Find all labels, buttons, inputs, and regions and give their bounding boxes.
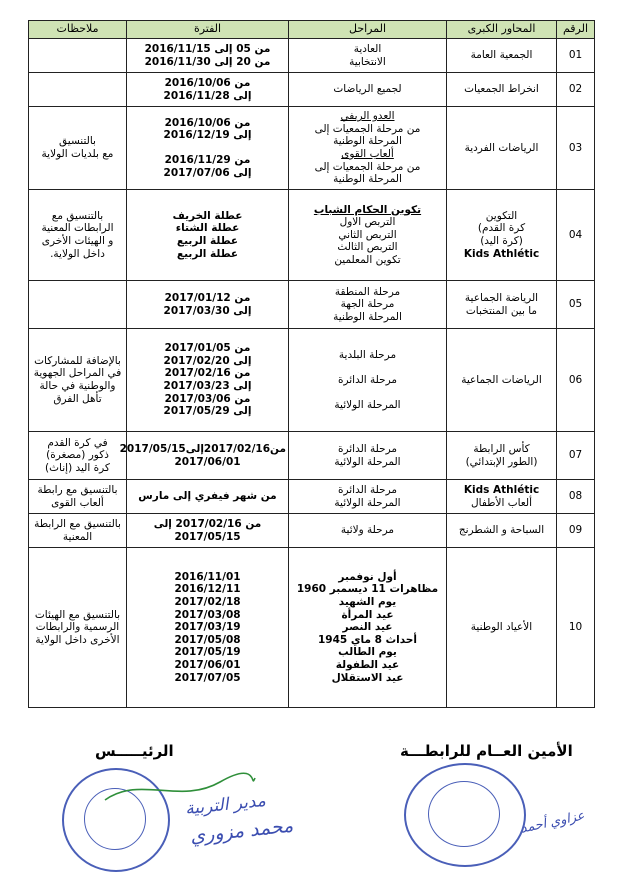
row-periods-line: إلى 2016/11/28 xyxy=(163,89,252,102)
row-notes-line: ألعاب القوى xyxy=(51,496,104,509)
row-number: 04 xyxy=(557,190,595,281)
row-periods-line: من 05 إلى 2016/11/15 xyxy=(144,42,271,55)
director-label: مدير التربية xyxy=(184,790,267,820)
row-stages-line: المرحلة الولائية xyxy=(334,455,401,468)
row-axis xyxy=(447,548,557,708)
row-number: 07 xyxy=(557,432,595,480)
header-stages: المراحل xyxy=(289,21,447,39)
row-notes-line: ذكور (مصغرة) xyxy=(46,449,109,462)
row-stages xyxy=(289,548,447,708)
row-periods-line: 2017/06/01 xyxy=(174,658,241,671)
row-periods-line: إلى 2017/02/20 xyxy=(163,354,252,367)
row-stages-line: ألعاب القوى xyxy=(341,148,394,160)
row-stages-line: تكوين الحكام الشباب xyxy=(313,203,422,216)
row-notes-line: تأهل الفرق xyxy=(53,392,102,405)
row-notes-line: و الهيئات الأخرى xyxy=(41,235,114,247)
row-notes-line: كرة اليد (إناث) xyxy=(45,461,110,474)
row-stages-line: من مرحلة الجمعيات إلى xyxy=(314,122,421,135)
row-stages-line xyxy=(291,386,444,399)
header-period: الفترة xyxy=(127,21,289,39)
row-periods xyxy=(127,73,289,107)
row-stages xyxy=(289,39,447,73)
row-number: 10 xyxy=(557,548,595,708)
president-signature: محمد مزوري xyxy=(189,814,295,848)
row-stages-line: العادية xyxy=(353,42,382,55)
table-row xyxy=(29,548,595,708)
row-notes-line: المعنية xyxy=(62,530,93,543)
row-stages xyxy=(289,432,447,480)
row-number: 05 xyxy=(557,281,595,329)
row-stages xyxy=(289,190,447,281)
table-row xyxy=(29,432,595,480)
row-stages xyxy=(289,329,447,432)
row-notes-line: مع بلديات الولاية xyxy=(41,148,114,160)
row-periods xyxy=(127,107,289,190)
row-axis xyxy=(447,432,557,480)
row-stages-line: يوم الطالب xyxy=(338,646,397,659)
row-stages xyxy=(289,73,447,107)
row-notes xyxy=(29,73,127,107)
row-periods-line: 2017/07/05 xyxy=(174,671,241,684)
row-axis-line: كرة القدم) xyxy=(477,222,526,235)
row-stages-line: المرحلة الوطنية xyxy=(333,135,402,148)
row-stages-line: من مرحلة الجمعيات إلى xyxy=(314,160,421,173)
row-notes xyxy=(29,480,127,514)
row-axis-line: التكوين xyxy=(485,209,518,222)
row-stages-line: مرحلة الجهة xyxy=(340,298,395,311)
row-periods-line: إلى 2017/07/06 xyxy=(163,166,252,179)
table-row xyxy=(29,329,595,432)
row-stages-line: أحداث 8 ماي 1945 xyxy=(318,633,417,646)
row-axis-line: Kids Athlétic xyxy=(463,247,540,260)
table-body xyxy=(29,39,595,708)
row-stages-line: أول نوفمبر xyxy=(338,570,397,583)
row-axis-line: انخراط الجمعيات xyxy=(464,83,539,96)
row-stages-line: التربص الاول xyxy=(339,216,396,229)
row-number: 01 xyxy=(557,39,595,73)
row-stages-line: تكوين المعلمين xyxy=(334,253,401,266)
row-axis xyxy=(447,329,557,432)
row-axis-line: Kids Athlétic xyxy=(463,483,540,496)
row-notes-line: داخل الولاية. xyxy=(50,247,105,260)
row-periods-line: من شهر فيفري إلى مارس xyxy=(138,490,277,503)
row-axis-line: ما بين المنتخبات xyxy=(465,304,538,317)
row-axis-line: كأس الرابطة xyxy=(473,442,530,455)
row-notes-line: في كرة القدم xyxy=(47,436,108,449)
row-periods-line: من 2017/01/12 xyxy=(164,291,251,304)
row-periods xyxy=(127,329,289,432)
row-notes xyxy=(29,190,127,281)
header-num: الرقم xyxy=(557,21,595,39)
row-periods xyxy=(127,480,289,514)
row-stages-line: المرحلة الولائية xyxy=(334,496,401,509)
row-periods-line xyxy=(129,142,286,155)
row-stages xyxy=(289,107,447,190)
row-stages-line: المرحلة الولائية xyxy=(334,398,401,411)
row-periods-line: عطلة الخريف xyxy=(172,209,243,222)
row-notes xyxy=(29,514,127,548)
row-periods xyxy=(127,281,289,329)
row-notes-line: الرسمية والرابطات xyxy=(35,621,120,634)
president-signature-stroke xyxy=(100,770,260,810)
row-stages-line: التربص الثالث xyxy=(337,241,398,254)
row-periods-line: 2016/12/11 xyxy=(174,583,241,596)
row-axis xyxy=(447,514,557,548)
row-axis xyxy=(447,73,557,107)
president-title: الرئيـــــس xyxy=(95,742,174,760)
row-stages-line: عيد المرأة xyxy=(341,608,394,621)
row-axis-line: (كرة اليد) xyxy=(480,235,523,247)
row-notes-line: بالتنسيق مع الرابطة xyxy=(34,517,121,530)
row-stages-line: الانتخابية xyxy=(349,55,386,68)
row-notes-line: بالتنسيق مع xyxy=(51,209,104,222)
row-periods-line: إلى 2017/05/29 xyxy=(163,405,252,418)
row-stages-line: التربص الثاني xyxy=(338,228,397,241)
row-periods-line: عطلة الربيع xyxy=(176,247,239,260)
row-periods-line: من 2017/02/16 xyxy=(164,367,251,380)
row-periods-line: عطلة الربيع xyxy=(176,235,239,247)
row-periods-line: 2017/03/19 xyxy=(174,621,241,634)
row-periods xyxy=(127,39,289,73)
row-periods-line: من 20 إلى 2016/11/30 xyxy=(144,55,271,68)
row-axis-line: السباحة و الشطرنج xyxy=(458,524,545,537)
table-row xyxy=(29,514,595,548)
row-notes-line: والوطنية في حالة xyxy=(39,380,116,392)
row-stages-line: عيد الطفولة xyxy=(335,658,400,671)
row-periods-line: من 2016/10/06 xyxy=(164,76,251,89)
row-notes xyxy=(29,432,127,480)
row-notes-line: بالتنسيق مع الهيئات xyxy=(34,608,121,621)
row-stages xyxy=(289,514,447,548)
schedule-table xyxy=(28,20,595,708)
row-notes-line: الرابطات المعنية xyxy=(41,222,114,235)
row-periods-line: 2016/11/01 xyxy=(174,570,241,583)
row-number: 08 xyxy=(557,480,595,514)
row-periods xyxy=(127,514,289,548)
row-stages-line: يوم الشهيد xyxy=(338,596,397,609)
row-notes-line: الأخرى داخل الولاية xyxy=(35,633,120,646)
header-axes: المحاور الكبرى xyxy=(447,21,557,39)
row-axis xyxy=(447,39,557,73)
row-stages-line: عيد الاستقلال xyxy=(331,671,404,684)
row-periods-line: 2017/02/18 xyxy=(174,596,241,609)
row-number: 02 xyxy=(557,73,595,107)
row-notes xyxy=(29,548,127,708)
row-stages-line: مرحلة ولائية xyxy=(340,524,395,537)
row-notes-line: بالتنسيق xyxy=(59,135,96,148)
row-axis-line: ألعاب الأطفال xyxy=(470,496,532,509)
row-axis-line: الرياضات الفردية xyxy=(464,141,539,154)
row-periods-line: إلى 2017/03/30 xyxy=(163,304,252,317)
table-row xyxy=(29,73,595,107)
table-row xyxy=(29,107,595,190)
row-periods-line: من2017/02/16إلى2017/05/15 xyxy=(119,442,286,455)
row-axis xyxy=(447,480,557,514)
table-row xyxy=(29,281,595,329)
row-notes-line: في المراحل الجهوية xyxy=(33,367,122,380)
row-periods-line: من 2016/10/06 xyxy=(164,116,251,129)
row-periods-line: 2017/05/19 xyxy=(174,646,241,659)
row-stages-line: مرحلة الدائرة xyxy=(337,373,398,386)
header-notes: ملاحظات xyxy=(29,21,127,39)
row-periods-line: إلى 2016/12/19 xyxy=(163,129,252,142)
row-number: 06 xyxy=(557,329,595,432)
row-stages-line: مرحلة المنطقة xyxy=(334,285,401,298)
row-periods xyxy=(127,548,289,708)
row-periods-line: 2017/06/01 xyxy=(174,455,241,468)
row-stages-line xyxy=(291,361,444,374)
table-row xyxy=(29,190,595,281)
row-axis-line: الجمعية العامة xyxy=(470,49,533,62)
table-header-row xyxy=(29,21,595,39)
row-periods-line: من 2017/01/05 xyxy=(164,342,251,355)
row-periods-line: إلى 2017/03/23 xyxy=(163,380,252,392)
row-stages xyxy=(289,480,447,514)
row-periods-line: من 2017/03/06 xyxy=(164,392,251,405)
row-notes-line: بالإضافة للمشاركات xyxy=(34,354,121,367)
table-row xyxy=(29,39,595,73)
row-axis-line: الرياضة الجماعية xyxy=(464,291,539,304)
row-stages-line: المرحلة الوطنية xyxy=(333,173,402,186)
row-stages-line: عيد النصر xyxy=(342,621,393,634)
row-axis xyxy=(447,107,557,190)
row-notes xyxy=(29,39,127,73)
row-periods-line: 2017/05/08 xyxy=(174,633,241,646)
row-periods-line: من 2016/11/29 xyxy=(164,154,251,167)
row-periods-line: 2017/05/15 xyxy=(174,530,241,543)
row-axis-line: الرياضات الجماعية xyxy=(461,373,542,386)
row-stages-line: مظاهرات 11 ديسمبر 1960 xyxy=(296,583,439,596)
row-stages-line: لجميع الرياضات xyxy=(333,83,402,96)
row-stages-line: مرحلة الدائرة xyxy=(337,483,398,496)
row-stages-line: العدو الريفي xyxy=(340,110,395,123)
row-axis-line: الأعياد الوطنية xyxy=(470,621,533,634)
row-stages-line: مرحلة البلدية xyxy=(338,348,397,361)
row-stages xyxy=(289,281,447,329)
row-notes xyxy=(29,329,127,432)
row-periods xyxy=(127,190,289,281)
row-stages-line: المرحلة الوطنية xyxy=(333,310,402,323)
row-periods-line: عطلة الشتاء xyxy=(175,222,240,235)
secretary-signature: عزاوي أحمد xyxy=(519,808,586,837)
row-axis xyxy=(447,190,557,281)
row-notes-line: بالتنسيق مع رابطة xyxy=(37,483,118,496)
row-periods-line: 2017/03/08 xyxy=(174,608,241,621)
row-notes xyxy=(29,107,127,190)
row-number: 09 xyxy=(557,514,595,548)
table-row xyxy=(29,480,595,514)
row-notes xyxy=(29,281,127,329)
secretary-stamp xyxy=(404,763,526,867)
row-number: 03 xyxy=(557,107,595,190)
row-axis-line: (الطور الإبتدائي) xyxy=(465,455,538,468)
row-periods xyxy=(119,432,289,480)
row-stages-line: مرحلة الدائرة xyxy=(337,442,398,455)
row-periods-line: من 2017/02/16 إلى xyxy=(153,517,262,530)
secretary-title: الأمين العــام للرابطـــة xyxy=(400,742,573,760)
row-axis xyxy=(447,281,557,329)
